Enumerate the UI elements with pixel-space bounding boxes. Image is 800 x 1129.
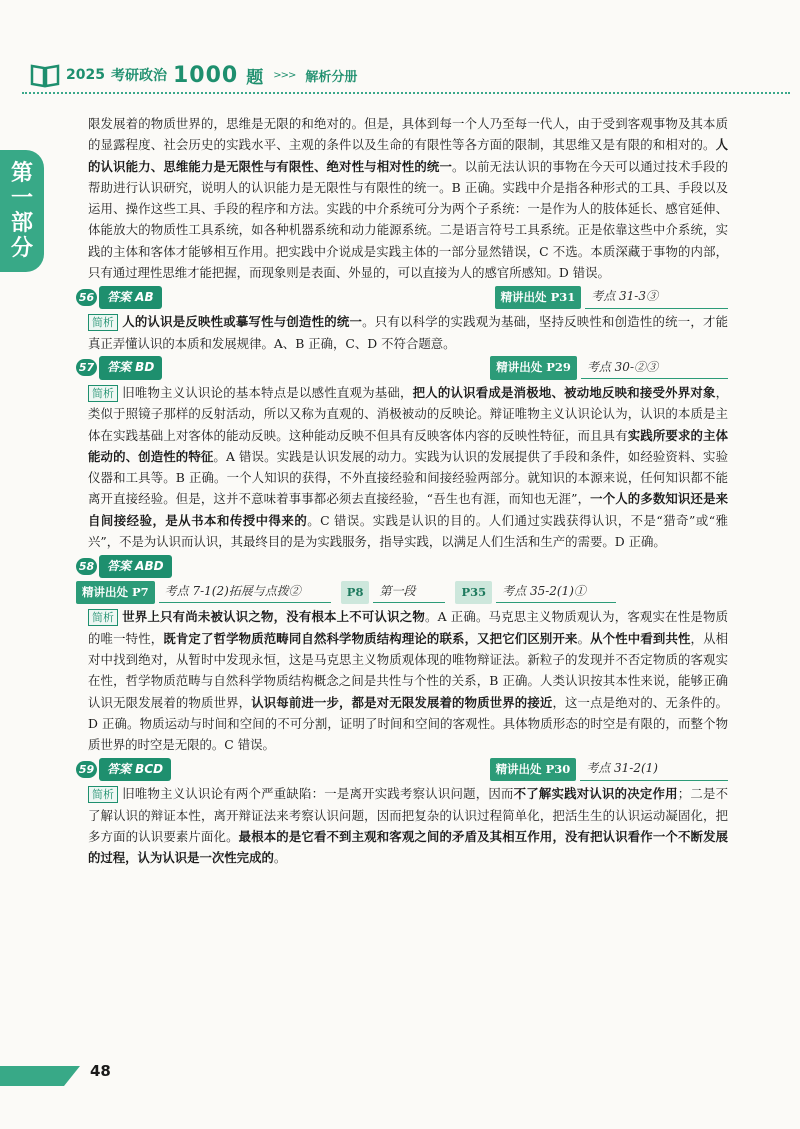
bold-text-segment: 把人的认识看成是消极地、被动地反映和接受外界对象 (412, 384, 716, 400)
reference-point: 考点 35-2(1)① (496, 581, 616, 603)
reference-label: 精讲出处 P31 (495, 286, 582, 309)
header-subtitle: 解析分册 (305, 69, 358, 85)
reference-point: 第一段 (373, 581, 445, 603)
text-segment: 。C 错误。实践是认识的目的。人们通过实践获得认识，不是“猎奇”或“雅兴”，不是为认识而认识，其最终目的是为实践服务，指导实践，以满足人们生活和生产的需要。D 正确。 (88, 512, 728, 550)
text-segment: 。 (577, 630, 591, 646)
text-segment: 。 (273, 850, 287, 866)
bold-text-segment: 不了解实践对认识的决定作用 (513, 786, 678, 802)
jianxi-label: 简析 (88, 786, 118, 803)
text-segment: 。A 正确。马克思主义物质观认为，客观实在性是物质的唯一特性， (88, 609, 729, 646)
page-number: 48 (90, 1062, 111, 1080)
answer-badge: 答案 BCD (99, 758, 171, 781)
side-tab-char: 一 (10, 186, 33, 211)
header-divider (22, 92, 790, 94)
footer-accent-bar (0, 1066, 80, 1086)
side-tab-char: 第 (10, 161, 33, 186)
answer-badge: 答案 BD (99, 356, 162, 379)
reference-label: 精讲出处 P7 (76, 581, 155, 604)
answer-badge: 答案 AB (99, 286, 162, 309)
jianxi-label: 简析 (88, 314, 118, 331)
running-header (30, 58, 357, 92)
open-book-icon (30, 62, 60, 88)
text-segment: 限发展着的物质世界的，思维是无限的和绝对的。但是，具体到每一个人乃至每一代人，由于受到客观事物及其本质的显露程度、社会历史的实践水平、主观的条件以及生命的有限性等各方面的限制，其思维又是有限的和相对的。 (88, 116, 728, 153)
reference-label: 精讲出处 P29 (490, 356, 577, 379)
header-arrows: >>> (273, 69, 296, 81)
part-side-tab (0, 150, 44, 272)
bold-text-segment: 从个性中看到共性 (590, 630, 691, 646)
text-segment: ，从相对中找到绝对，从暂时中发现永恒，这是马克思主义物质观体现的唯物辩证法。新粒子的发现并不否定物质的客观实在性，哲学物质范畴与自然科学物质结构概念之间是共性与个性的关系，B 正确。人类认识按其本性来说，能够正确认识无限发展着的物质世界， (88, 630, 729, 710)
analysis-paragraph (88, 783, 728, 868)
text-segment: 旧唯物主义认识论的基本特点是以感性直观为基础， (122, 384, 413, 400)
header-number: 1000 (172, 62, 239, 88)
reference-label: 精讲出处 P30 (490, 758, 577, 781)
question-number: 59 (76, 761, 97, 778)
bold-text-segment: 认识每前进一步，都是对无限发展着的物质世界的接近 (251, 694, 553, 710)
jianxi-label: 简析 (88, 609, 118, 626)
analysis-paragraph (88, 606, 728, 755)
text-segment: ；二是不了解认识的辩证本性，离开辩证法来考察认识问题，因而把复杂的认识过程简单化，把活生生的认识运动凝固化，把多方面的认识要素片面化。 (88, 786, 728, 845)
reference-point: 考点 31-2(1) (580, 758, 728, 780)
answer-badge: 答案 ABD (99, 555, 172, 578)
bold-text-segment: 一个人的多数知识还是来自间接经验，是从书本和传授中得来的 (88, 491, 728, 528)
header-year: 2025 (66, 67, 105, 83)
jianxi-label: 简析 (88, 385, 118, 402)
text-segment: 。以前无法认识的事物在今天可以通过技术手段的帮助进行认识研究，说明人的认识能力是无限性与有限性的统一。B 正确。实践中介是指各种形式的工具、手段以及运用、操作这些工具、手段的程序和方法。实践的中介系统可分为两个子系统：一是作为人的肢体延长、感官延伸、体能放大的物质性工具系统，如各种机器系统和动力能源系统。二是语言符号工具系统。正是依靠这些中介系统，实践的主体和客体才能够相互作用。把实践中介说成是实践主体的一部分显然错误，C 不选。本质深藏于事物的内部，只有通过理性思维才能把握，而现象则是表面、外显的，可以直接为人的感官所感知。D 错误。 (88, 158, 729, 281)
question-number: 57 (76, 359, 97, 376)
intro-paragraph (88, 113, 728, 283)
text-segment: 旧唯物主义认识论有两个严重缺陷：一是离开实践考察认识问题，因而 (122, 786, 514, 802)
reference-point: 考点 31-3③ (585, 286, 728, 308)
question-number: 56 (76, 289, 97, 306)
bold-text-segment: 实践所要求的主体能动的、创造性的特征 (88, 427, 729, 464)
question-header (76, 757, 728, 781)
bold-text-segment: 既肯定了哲学物质范畴同自然科学物质结构理论的联系，又把它们区别开来 (163, 630, 578, 646)
side-tab-char: 部 (10, 211, 33, 236)
reference-point: 考点 7-1(2)拓展与点拨② (159, 581, 331, 603)
bold-text-segment: 人的认识是反映性或摹写性与创造性的统一 (122, 314, 363, 330)
side-tab-char: 分 (10, 236, 33, 261)
reference-label: P8 (341, 581, 370, 604)
question-number: 58 (76, 558, 97, 575)
header-title: 考研政治 (110, 68, 167, 84)
bold-text-segment: 人的认识能力、思维能力是无限性与有限性、绝对性与相对性的统一 (88, 137, 728, 174)
analysis-paragraph (88, 311, 728, 354)
header-ti: 题 (246, 67, 264, 88)
bold-text-segment: 世界上只有尚未被认识之物，没有根本上不可认识之物 (122, 609, 425, 625)
question-header (76, 285, 728, 309)
reference-label: P35 (455, 581, 492, 604)
text-segment: ，这一点是绝对的、无条件的。D 正确。物质运动与时间和空间的不可分割，证明了时间和空间的客观性。具体物质形态的时空是有限的，而整个物质世界的时空是无限的。C 错误。 (88, 694, 729, 753)
analysis-paragraph (88, 382, 728, 552)
bold-text-segment: 最根本的是它看不到主观和客观之间的矛盾及其相互作用，没有把认识看作一个不断发展的过程，认为认识是一次性完成的 (88, 829, 729, 866)
page-content (78, 113, 729, 869)
question-header (76, 554, 728, 578)
reference-row (76, 580, 728, 604)
reference-point: 考点 30-②③ (581, 357, 728, 379)
question-header (76, 356, 728, 380)
text-segment: 。A 错误。实践是认识发展的动力。实践为认识的发展提供了手段和条件，如经验资料、实验仪器和工具等。B 正确。一个人知识的获得，不外直接经验和间接经验两部分。就知识的本源来说，任何知识都不能离开直接经验。但是，这并不意味着事事都必须去直接经验，“吾生也有涯，而知也无涯”， (88, 448, 728, 507)
text-segment: ，类似于照镜子那样的反射活动，所以又称为直观的、消极被动的反映论。辩证唯物主义认识论认为，认识的本质是主体在实践基础上对客体的能动反映。这种能动反映不但具有反映客体内容的反映性特征，而且具有 (88, 384, 728, 443)
text-segment: 。只有以科学的实践观为基础，坚持反映性和创造性的统一，才能真正弄懂认识的本质和发展规律。A、B 正确，C、D 不符合题意。 (88, 314, 728, 351)
